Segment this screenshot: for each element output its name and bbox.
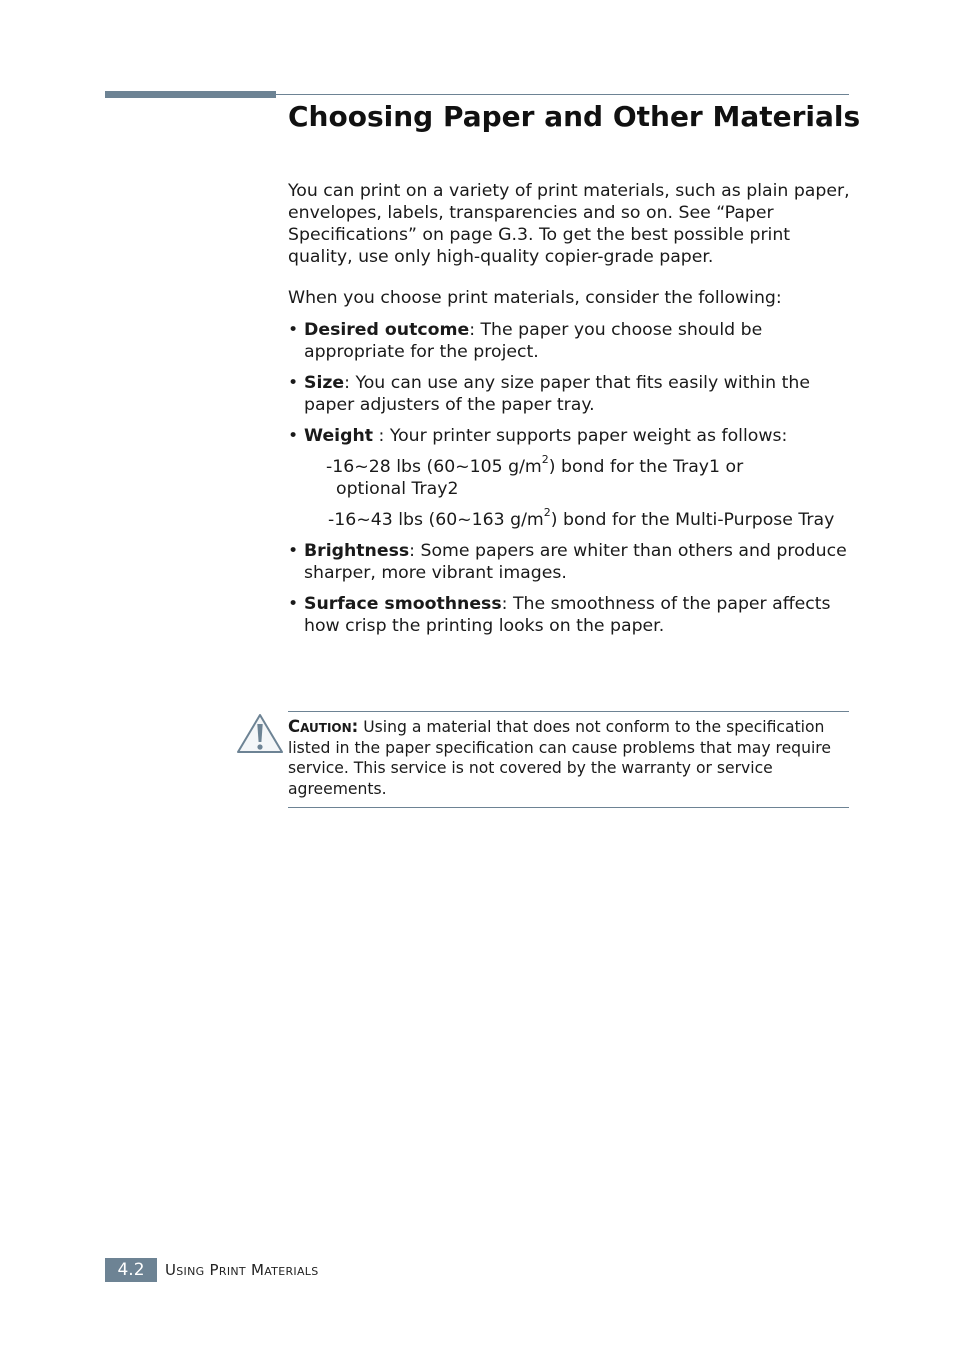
caution-top-rule <box>288 711 849 712</box>
footer-section-title: Using Print Materials <box>165 1261 319 1279</box>
criterion-text: : The paper you choose should be appropriate for the project. <box>304 320 763 362</box>
criterion-term: Surface smoothness <box>304 594 502 614</box>
bullet-icon: • <box>288 426 299 446</box>
superscript: 2 <box>543 506 551 520</box>
header-rule <box>276 94 849 95</box>
bullet-icon: • <box>288 373 299 393</box>
superscript: 2 <box>541 453 549 467</box>
warning-triangle-icon <box>236 713 284 755</box>
criterion-term: Weight <box>304 426 374 446</box>
main-content <box>288 180 852 646</box>
consider-paragraph: When you choose print materials, consider the following: <box>288 288 782 308</box>
caution-bottom-rule <box>288 807 849 808</box>
list-item <box>288 372 852 416</box>
weight-range: -16~28 lbs (60~105 g/m <box>326 457 542 477</box>
weight-target: ) bond for the Multi-Purpose Tray <box>550 510 835 530</box>
list-item <box>288 319 852 363</box>
list-item <box>288 593 852 637</box>
caution-text: Using a material that does not conform to the specification listed in the paper specification can cause problems that may require service. This service is not covered by the warranty or service agreements. <box>288 718 831 798</box>
bullet-icon: • <box>288 320 299 340</box>
header-accent-bar <box>105 91 276 98</box>
criterion-text: : Your printer supports paper weight as follows: <box>373 426 788 446</box>
weight-range: -16~43 lbs (60~163 g/m <box>328 510 544 530</box>
criterion-text: : The smoothness of the paper affects how crisp the printing looks on the paper. <box>304 594 831 636</box>
weight-target-cont: optional Tray2 <box>336 479 459 499</box>
criterion-term: Desired outcome <box>304 320 470 340</box>
criterion-term: Brightness <box>304 541 410 561</box>
weight-target: ) bond for the Tray1 or <box>548 457 744 477</box>
bullet-icon: • <box>288 541 299 561</box>
criterion-term: Size <box>304 373 345 393</box>
weight-item-tray1 <box>326 453 852 500</box>
criterion-text: : Some papers are whiter than others and produce sharper, more vibrant images. <box>304 541 847 583</box>
weight-sublist <box>304 453 852 531</box>
caution-label: Caution: <box>288 717 359 736</box>
caution-note <box>288 717 850 799</box>
criterion-text: : You can use any size paper that fits easily within the paper adjusters of the paper tray. <box>304 373 810 415</box>
list-item <box>288 425 852 531</box>
page-title: Choosing Paper and Other Materials <box>288 100 861 133</box>
criteria-list <box>288 319 852 637</box>
page-number: 4.2 <box>105 1258 157 1282</box>
intro-paragraph: You can print on a variety of print materials, such as plain paper, envelopes, labels, transparencies and so on. See “Paper Specifications” on page G.3. To get the best possible print quality, use only high-quality copier-grade paper. <box>288 181 850 267</box>
list-item <box>288 540 852 584</box>
weight-item-mp-tray <box>328 506 852 531</box>
bullet-icon: • <box>288 594 299 614</box>
